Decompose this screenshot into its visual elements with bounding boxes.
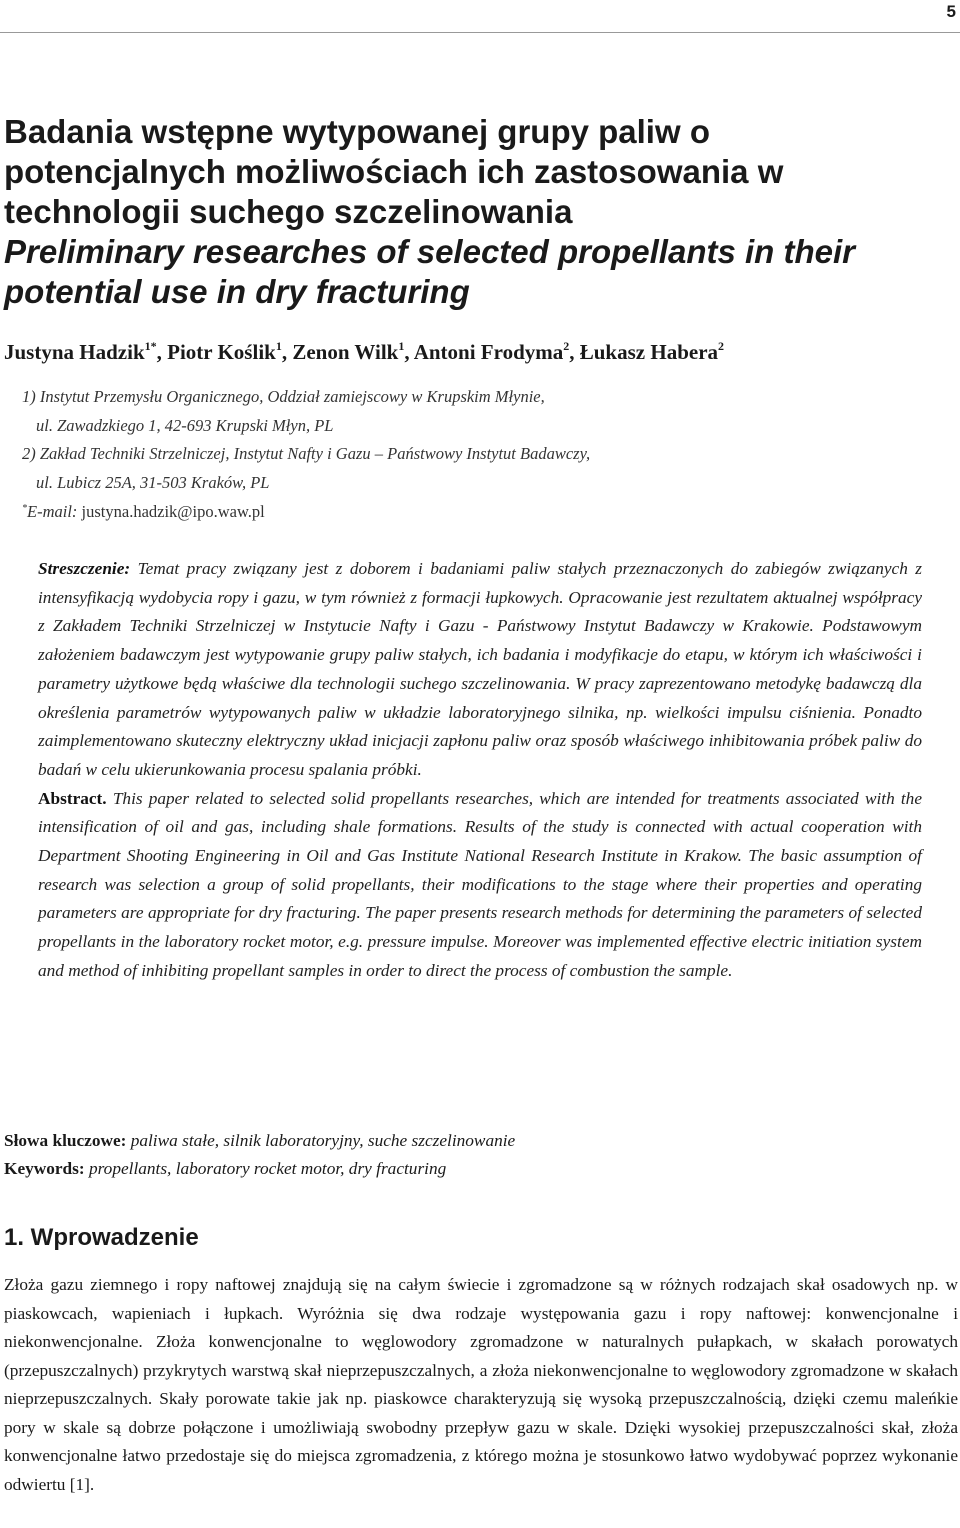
keywords-en-label: Keywords:	[4, 1159, 85, 1178]
header-rule	[0, 32, 960, 33]
affiliation-1-line-1: 1) Instytut Przemysłu Organicznego, Oddział zamiejscowy w Krupskim Młynie,	[22, 387, 545, 406]
affiliation-2-line-1: 2) Zakład Techniki Strzelniczej, Instytut Nafty i Gazu – Państwowy Instytut Badawczy,	[22, 444, 591, 464]
author-affiliation-mark: 2	[563, 339, 570, 353]
author-separator: ,	[281, 340, 293, 364]
author-name: Antoni Frodyma	[413, 340, 564, 364]
abstract-en-heading: Abstract.	[38, 788, 107, 808]
author-name: Łukasz Habera	[579, 340, 719, 364]
title-english: Preliminary researches of selected propellants in their potential use in dry fracturing	[4, 233, 856, 310]
author-name: Zenon Wilk	[292, 340, 399, 364]
author-name: Justyna Hadzik	[4, 340, 145, 364]
contact-email-line	[22, 498, 942, 527]
page-number: 5	[946, 2, 956, 21]
keywords-english	[4, 1155, 944, 1183]
paper-title	[4, 112, 934, 312]
title-polish: Badania wstępne wytypowanej grupy paliw o potencjalnych możliwościach ich zastosowania w technologii suchego szczelinowania	[4, 113, 784, 230]
email-address[interactable]: justyna.hadzik@ipo.waw.pl	[81, 501, 265, 521]
keywords-polish	[4, 1127, 944, 1155]
abstract-pl-text: Temat pracy związany jest z doborem i badaniami paliw stałych przeznaczonych do zabiegów związanych z intensyfikacją wydobycia ropy i gazu, w tym również z formacji łupkowych. Opracowanie jest rezultatem aktualnej współpracy z Zakładem Techniki Strzelniczej w Instytucie Nafty i Gazu - Państwowy Instytut Badawczy w Krakowie. Podstawowym założeniem badawczym jest wytypowanie grupy paliw stałych, ich badania i modyfikacje do etapu, w którym ich właściwości i parametry użytkowe będą właściwe dla technologii suchego szczelinowania. W pracy zaprezentowano metodykę badawczą dla określenia parametrów wytypowanych paliw w układzie laboratoryjnego silnika, np. wielkości impulsu ciśnienia. Ponadto zaimplementowano skuteczny elektryczny układ inicjacji zapłonu paliw oraz sposób właściwego inhibitowania próbek paliw do badań w celu ukierunkowania procesu spalania próbki.	[38, 559, 922, 779]
keywords-en-value: propellants, laboratory rocket motor, dry fracturing	[84, 1159, 447, 1178]
affiliation-1-line-2: ul. Zawadzkiego 1, 42-693 Krupski Młyn, PL	[36, 415, 334, 435]
author-separator: ,	[569, 340, 580, 364]
author-affiliation-mark: 1	[275, 339, 282, 353]
section-heading: 1. Wprowadzenie	[4, 1224, 199, 1251]
author-affiliation-mark: 1*	[144, 339, 157, 353]
keywords-pl-value: paliwa stałe, silnik laboratoryjny, suche szczelinowanie	[126, 1131, 516, 1150]
abstract-pl-heading: Streszczenie:	[38, 559, 131, 578]
abstract-block	[38, 555, 922, 986]
section-paragraph: Złoża gazu ziemnego i ropy naftowej znajdują się na całym świecie i zgromadzone są w różnych rodzajach skał osadowych np. w piaskowcach, wapieniach i łupkach. Wyróżnia się dwa rodzaje występowania gazu i ropy naftowej: konwencjonalne i niekonwencjonalne. Złoża konwencjonalne to węglowodory zgromadzone w naturalnych pułapkach, w skałach porowatych (przepuszczalnych) przykrytych warstwą skał nieprzepuszczalnych, a złoża niekonwencjonalne to węglowodory zgromadzone w skałach nieprzepuszczalnych. Skały porowate takie jak np. piaskowce charakteryzują się wysoką przepuszczalnością, dzięki czemu maleńkie pory w skale są dobrze połączone i umożliwiają swobodny przepływ gazu w skale. Dzięki wysokiej przepuszczalności skał, złoża konwencjonalne łatwo przedostaje się do miejsca zgromadzenia, z którego można je stosunkowo łatwo wydobywać poprzez wykonanie odwiertu [1].	[4, 1275, 958, 1494]
author-affiliation-mark: 2	[718, 339, 725, 353]
author-list	[4, 337, 954, 367]
email-label: E-mail:	[27, 501, 82, 521]
abstract-en-text: This paper related to selected solid propellants researches, which are intended for treatments associated with the intensification of oil and gas, including shale formations. Results of the study is connected with actual cooperation with Department Shooting Engineering in Oil and Gas Institute National Research Institute in Krakow. The basic assumption of research was selection a group of solid propellants, their modifications to the stage where their properties and operating parameters are appropriate for dry fracturing. The paper presents research methods for determining the parameters of selected propellants in the laboratory rocket motor, e.g. pressure impulse. Moreover was implemented effective electric initiation system and method of inhibiting propellant samples in order to direct the process of combustion the sample.	[38, 788, 922, 980]
keywords-pl-label: Słowa kluczowe:	[4, 1131, 127, 1150]
corresponding-mark: *	[22, 502, 27, 514]
affiliations	[22, 383, 942, 527]
author-affiliation-mark: 1	[398, 339, 405, 353]
author-name: Piotr Koślik	[167, 340, 276, 364]
author-separator: ,	[404, 340, 414, 364]
author-separator: ,	[156, 340, 168, 364]
affiliation-2-line-2: ul. Lubicz 25A, 31-503 Kraków, PL	[36, 473, 270, 493]
